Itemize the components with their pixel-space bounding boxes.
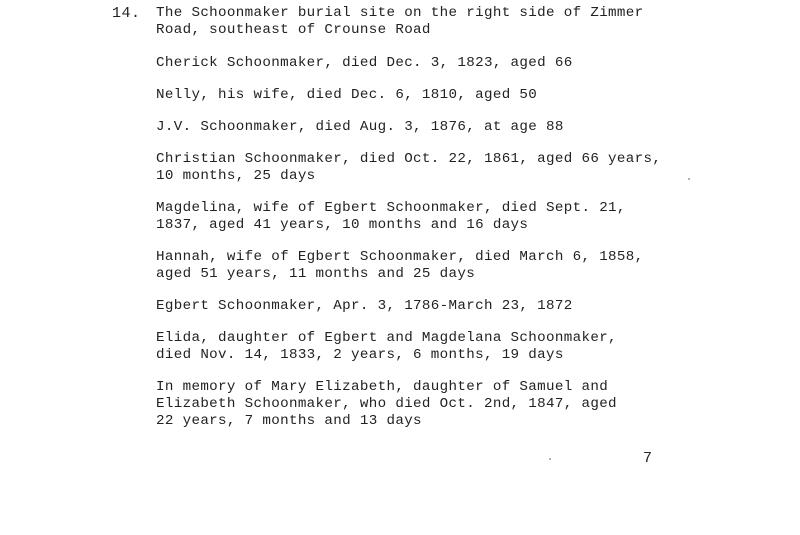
burial-entry bbox=[156, 249, 756, 283]
entry-line: Christian Schoonmaker, died Oct. 22, 1861, aged 66 years, bbox=[156, 151, 662, 167]
burial-entry bbox=[156, 379, 756, 430]
entry-line: aged 51 years, 11 months and 25 days bbox=[156, 266, 476, 282]
paper-speck bbox=[688, 178, 690, 180]
entry-line: J.V. Schoonmaker, died Aug. 3, 1876, at age 88 bbox=[156, 119, 564, 135]
burial-entry bbox=[156, 119, 756, 136]
entry-line: Cherick Schoonmaker, died Dec. 3, 1823, aged 66 bbox=[156, 55, 573, 71]
paper-speck bbox=[549, 458, 551, 460]
entry-line: Elida, daughter of Egbert and Magdelana Schoonmaker, bbox=[156, 330, 617, 346]
entry-line: Elizabeth Schoonmaker, who died Oct. 2nd, 1847, aged bbox=[156, 396, 617, 412]
burial-entry bbox=[156, 55, 756, 72]
section-number: 14. bbox=[112, 5, 141, 22]
entry-line: Magdelina, wife of Egbert Schoonmaker, died Sept. 21, bbox=[156, 200, 626, 216]
burial-entry bbox=[156, 151, 756, 185]
entry-line: died Nov. 14, 1833, 2 years, 6 months, 19 days bbox=[156, 347, 564, 363]
burial-entry bbox=[156, 330, 756, 364]
entry-list bbox=[156, 5, 756, 430]
page-number: 7 bbox=[643, 450, 653, 467]
entry-line: In memory of Mary Elizabeth, daughter of Samuel and bbox=[156, 379, 609, 395]
entry-line: 10 months, 25 days bbox=[156, 168, 316, 184]
entry-line: 22 years, 7 months and 13 days bbox=[156, 413, 422, 429]
entry-line: Nelly, his wife, died Dec. 6, 1810, aged 50 bbox=[156, 87, 538, 103]
burial-entry bbox=[156, 200, 756, 234]
entry-line: 1837, aged 41 years, 10 months and 16 days bbox=[156, 217, 529, 233]
section-heading bbox=[156, 5, 756, 39]
entry-line: Egbert Schoonmaker, Apr. 3, 1786-March 23, 1872 bbox=[156, 298, 573, 314]
burial-entry bbox=[156, 87, 756, 104]
heading-line: Road, southeast of Crounse Road bbox=[156, 22, 431, 38]
burial-entry bbox=[156, 298, 756, 315]
heading-line: The Schoonmaker burial site on the right side of Zimmer bbox=[156, 5, 644, 21]
entry-line: Hannah, wife of Egbert Schoonmaker, died March 6, 1858, bbox=[156, 249, 644, 265]
